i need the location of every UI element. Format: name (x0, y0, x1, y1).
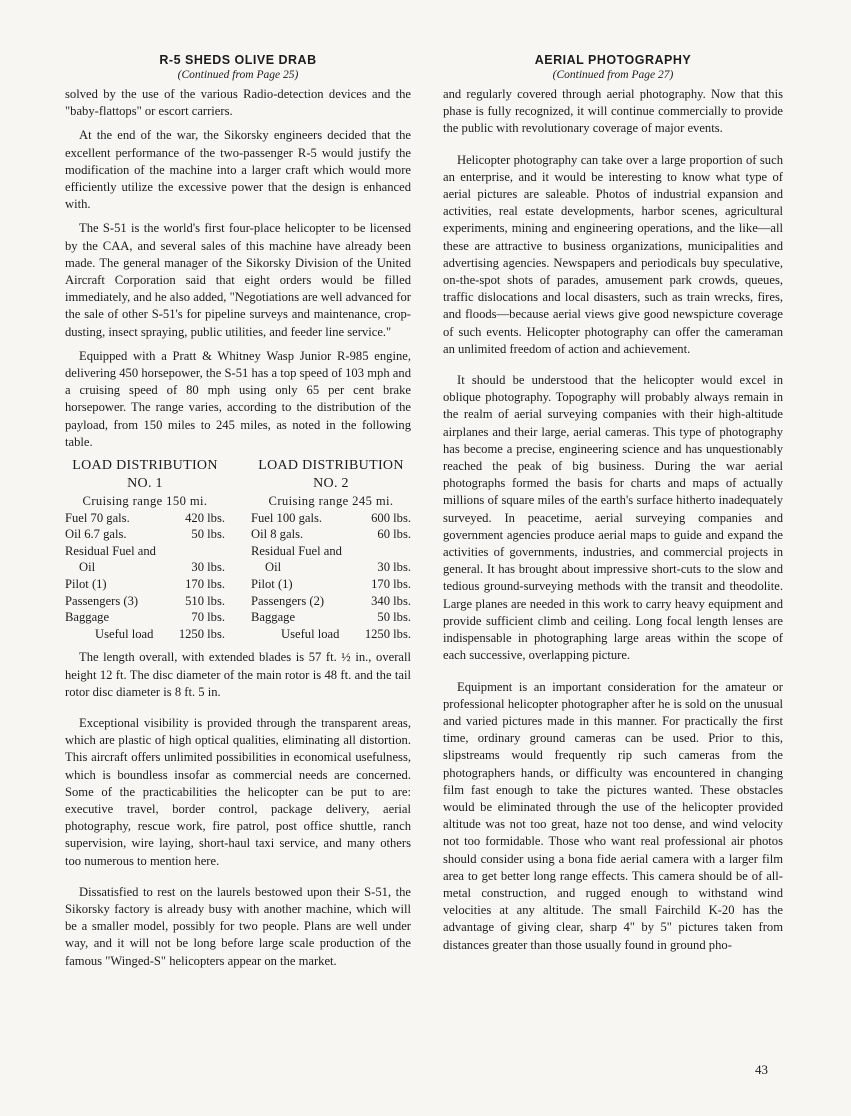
left-paragraph-2: At the end of the war, the Sikorsky engineers decided that the excellent performance of the two-passenger R-5 would justify the modification of the machine into a larger craft which would more efficiently utilize the excessive power that the design is enhanced with. (65, 128, 411, 212)
cruising-range: Cruising range 245 mi. (268, 494, 394, 509)
left-paragraph-4: Equipped with a Pratt & Whitney Wasp Junior R-985 engine, delivering 450 horsepower, the S-51 has a top speed of 103 mph and a cruising speed of 80 mph using only 65 per cent brake horsepower. The range varies, according to the distribution of the payload, from 150 miles to 245 miles, as noted in the following table. (65, 348, 411, 449)
table-row (251, 559, 411, 576)
left-paragraph-7: Dissatisfied to rest on the laurels bestowed upon their S-51, the Sikorsky factory is already busy with another machine, which will be a smaller model, possibly for two people. Plans are well under way, and it will not be long before large scale production of the famous "Winged-S" helicopters appear on the market. (65, 884, 411, 968)
table-row (65, 609, 225, 626)
right-paragraph-1: and regularly covered through aerial photography. Now that this phase is fully recognized, it will continue commercially to provide the public with revolutionary coverage of major events. (443, 87, 783, 136)
row-label: Fuel 70 gals. (65, 510, 130, 525)
right-paragraph-4: Equipment is an important consideration for the amateur or professional helicopter photographer after he is sold on the unusual and varied pictures made in this manner. For practically the first time, ordinary ground cameras can be used. Prior to this, slipstreams would frequently rip such cameras from the photographers hands, or difficulty was encountered in changing film fast enough to take the pictures wanted. These obstacles would be eliminated through the use of the helicopter provided altitude was not too great, haze not too dense, and wind velocity not too formidable. Those who want real professional air photos should consider using a bona fide aerial camera with a larger film area to get better long range effects. This camera should be of all-metal construction, and rugged enough to withstand wind velocities at any altitude. The small Fairchild K-20 has the advantage of giving clear, sharp 4" by 5" pictures taken from distances greater than those usually found in ground pho- (443, 679, 783, 952)
right-continued-note: (Continued from Page 27) (552, 69, 674, 81)
left-column (65, 52, 411, 970)
row-value: 70 lbs. (191, 610, 225, 625)
table-row (251, 626, 411, 643)
row-label: Baggage (65, 610, 110, 625)
row-value: 600 lbs. (371, 510, 411, 525)
table-row (65, 559, 225, 576)
row-label: Oil (79, 560, 96, 575)
table-row (251, 593, 411, 610)
row-value: 170 lbs. (371, 577, 411, 592)
table-row (65, 526, 225, 543)
row-value: 30 lbs. (377, 560, 411, 575)
right-heading: AERIAL PHOTOGRAPHY (534, 53, 692, 67)
row-label: Residual Fuel and (65, 543, 156, 558)
row-value: 420 lbs. (185, 510, 225, 525)
load-table-2 (251, 457, 411, 642)
table-number: NO. 1 (127, 476, 163, 492)
left-paragraph-6: Exceptional visibility is provided through the transparent areas, which are plastic of high optical qualities, eliminating all distortion. This aircraft offers unlimited possibilities in economical usefulness, which is boundless insofar as commercial needs are concerned. Some of the practicabilities the helicopter can be put to are: executive travel, border control, package delivery, aerial photography, rescue work, fire patrol, post office shuttle, ranch supervision, wire laying, short-haul taxi service, and many others too numerous to mention here. (65, 716, 411, 868)
row-label: Pilot (1) (65, 577, 107, 592)
page-number: 43 (755, 1062, 768, 1077)
load-table-1 (65, 457, 225, 642)
row-label: Passengers (3) (65, 593, 139, 608)
left-heading: R-5 SHEDS OLIVE DRAB (159, 53, 317, 67)
table-row (251, 526, 411, 543)
row-label: Pilot (1) (251, 577, 293, 592)
left-paragraph-1: solved by the use of the various Radio-detection devices and the "baby-flattops" or escort carriers. (65, 87, 411, 119)
table-number: NO. 2 (313, 476, 349, 492)
table-row (65, 576, 225, 593)
right-column (443, 52, 783, 954)
row-value: 50 lbs. (191, 527, 225, 542)
row-value: 340 lbs. (371, 593, 411, 608)
row-value: 60 lbs. (377, 527, 411, 542)
row-label: Residual Fuel and (251, 543, 342, 558)
left-paragraph-3: The S-51 is the world's first four-place helicopter to be licensed by the CAA, and several sales of this machine have already been made. The general manager of the Sikorsky Division of the United Aircraft Corporation said that eight orders would be filled immediately, and he also added, "Negotiations are well advanced for the sale of other S-51's for pipeline surveys and maintenance, crop-dusting, insect spraying, public utilities, and feeder line service." (65, 221, 411, 339)
table-row (251, 510, 411, 527)
row-value: 1250 lbs. (178, 626, 225, 641)
row-label: Oil 6.7 gals. (65, 527, 127, 542)
table-row (251, 609, 411, 626)
row-label: Baggage (251, 610, 296, 625)
right-paragraph-2: Helicopter photography can take over a large proportion of such an enterprise, and it would be interesting to know what type of aerial pictures are saleable. Photos of industrial expansion and activities, real estate developments, harbor scenes, agricultural experiments, mining and engineering operations, and the like—all these are attractive to business organizations, municipalities and advertising agencies. Newspapers and periodicals buy speculative, on-the-spot shots of parades, amusement park crowds, queues, traffic dislocations and local disasters, such as train wrecks, fires, and floods—because aerial views give good newspicture coverage of such events. Helicopter photography can offer the cameraman an unlimited freedom of action and achievement. (443, 152, 783, 356)
load-distribution-tables (65, 457, 411, 642)
row-label: Useful load (281, 626, 340, 641)
cruising-range: Cruising range 150 mi. (82, 494, 208, 509)
left-continued-note: (Continued from Page 25) (177, 69, 299, 81)
table-row (65, 510, 225, 527)
row-value: 170 lbs. (185, 577, 225, 592)
table-row (251, 576, 411, 593)
row-value: 510 lbs. (185, 593, 225, 608)
table-row (65, 626, 225, 643)
right-paragraph-3: It should be understood that the helicopter would excel in oblique photography. Topography will probably always remain in the realm of aerial surveying companies with their high-altitude airplanes and their large, aerial cameras. This type of photography has become a precise, engineering science and has unquestionably reached the peak of big business. During the war aerial photographs formed the basis for charts and maps of actually millions of square miles of the earth's surface hitherto inadequately surveyed. In peacetime, aerial surveying companies and government agencies produce aerial maps to guide and expand the activities of governments, industries, and commercial projects in general. It has brought about impressive short-cuts to the slow and tedious ground-surveying methods with the transit and theodolite. Large planes are needed in this work to carry heavy equipment and provide sufficient climb and ceiling. Long focal length lenses are indispensable in photographing large areas within the scope of each successive, overlapping picture. (443, 373, 783, 663)
row-value: 1250 lbs. (364, 626, 411, 641)
row-label: Passengers (2) (251, 593, 325, 608)
row-label: Oil (265, 560, 282, 575)
row-value: 30 lbs. (191, 560, 225, 575)
row-label: Oil 8 gals. (251, 527, 304, 542)
row-value: 50 lbs. (377, 610, 411, 625)
table-title: LOAD DISTRIBUTION (72, 458, 218, 474)
table-title: LOAD DISTRIBUTION (258, 458, 404, 474)
row-label: Fuel 100 gals. (251, 510, 323, 525)
left-paragraph-5: The length overall, with extended blades is 57 ft. ½ in., overall height 12 ft. The disc diameter of the main rotor is 48 ft. and the tail rotor disc diameter is 8 ft. 5 in. (65, 650, 411, 699)
table-row (65, 543, 225, 560)
table-row (251, 543, 411, 560)
row-label: Useful load (95, 626, 154, 641)
table-row (65, 593, 225, 610)
